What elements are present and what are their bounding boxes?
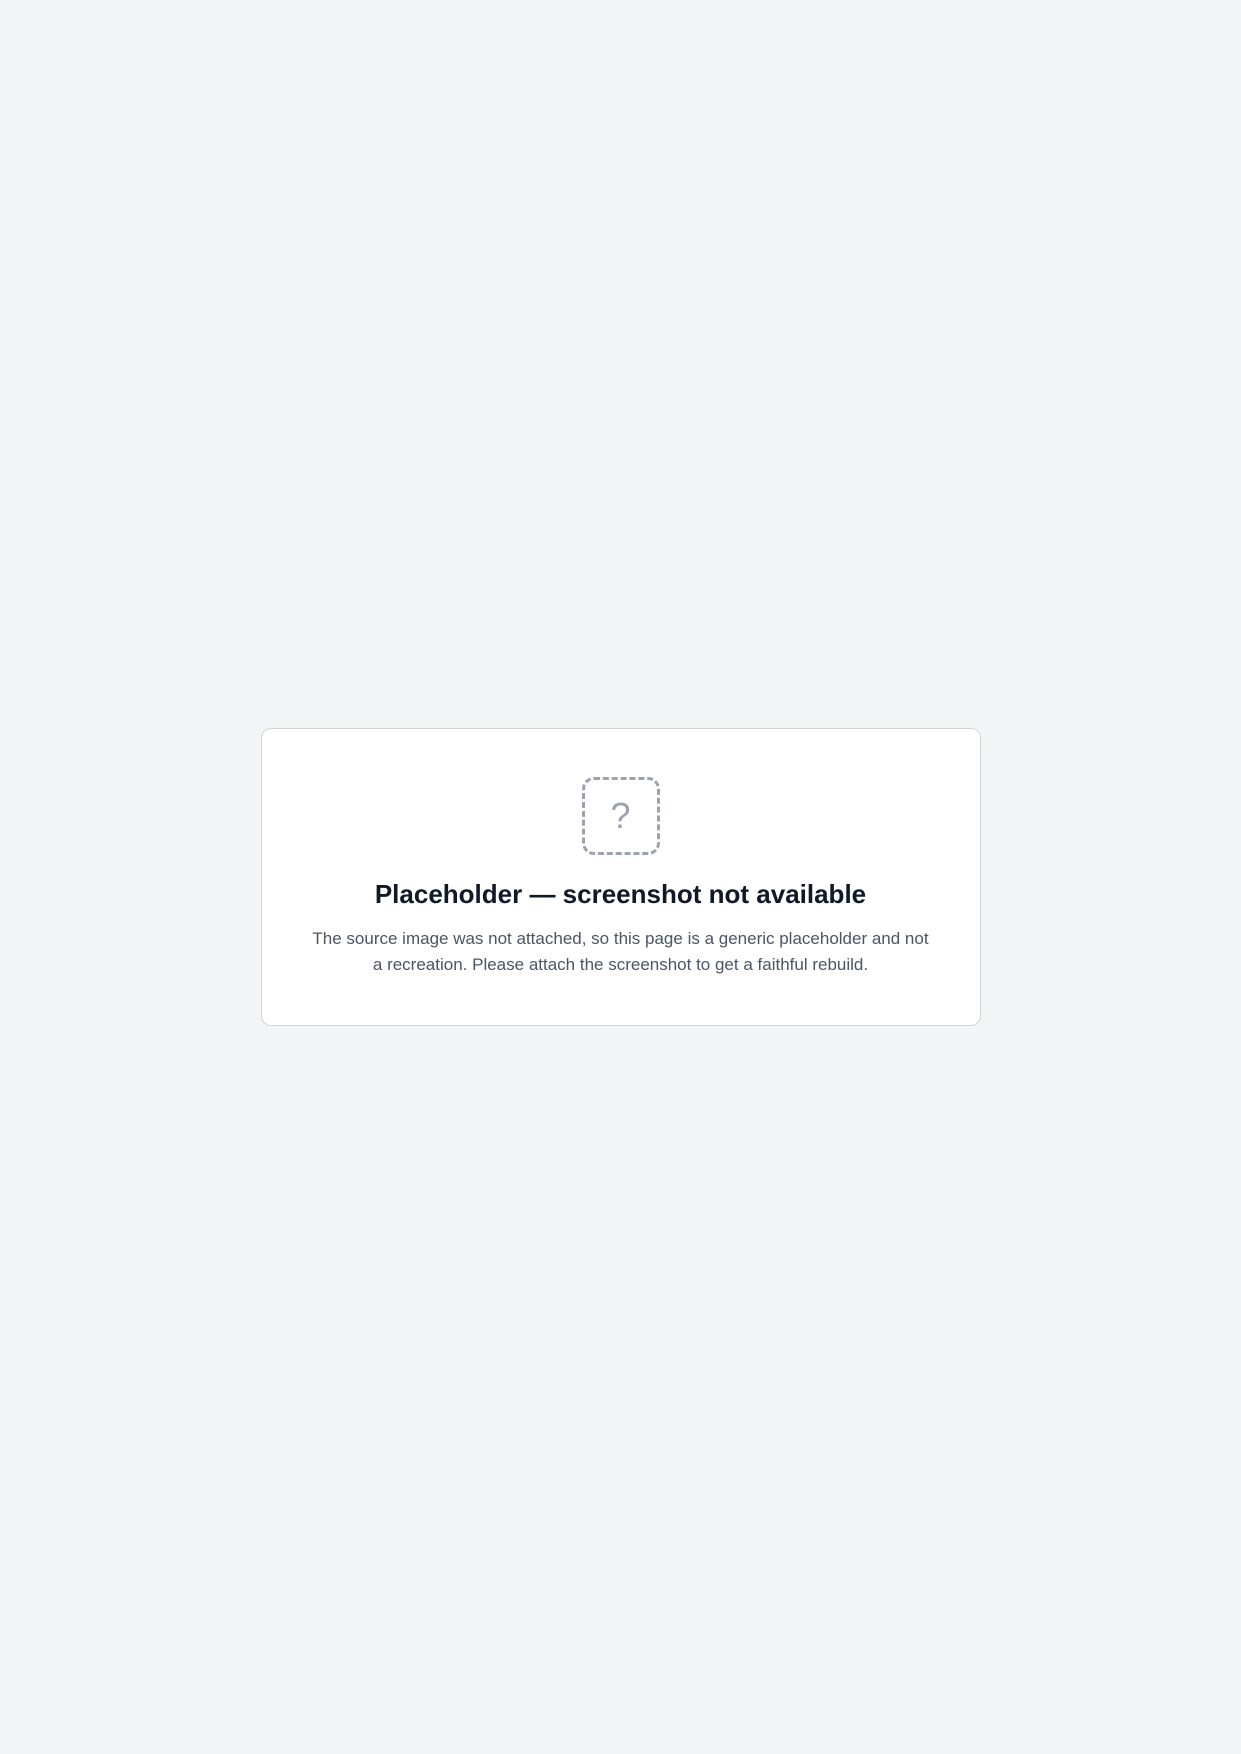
placeholder-body: The source image was not attached, so this page is a generic placeholder and not a recreation. Please attach the screenshot to get a faithful rebuild. [312, 929, 929, 974]
placeholder-card [261, 728, 981, 1026]
image-missing-icon: ? [582, 777, 660, 855]
placeholder-title: Placeholder — screenshot not available [374, 879, 867, 909]
